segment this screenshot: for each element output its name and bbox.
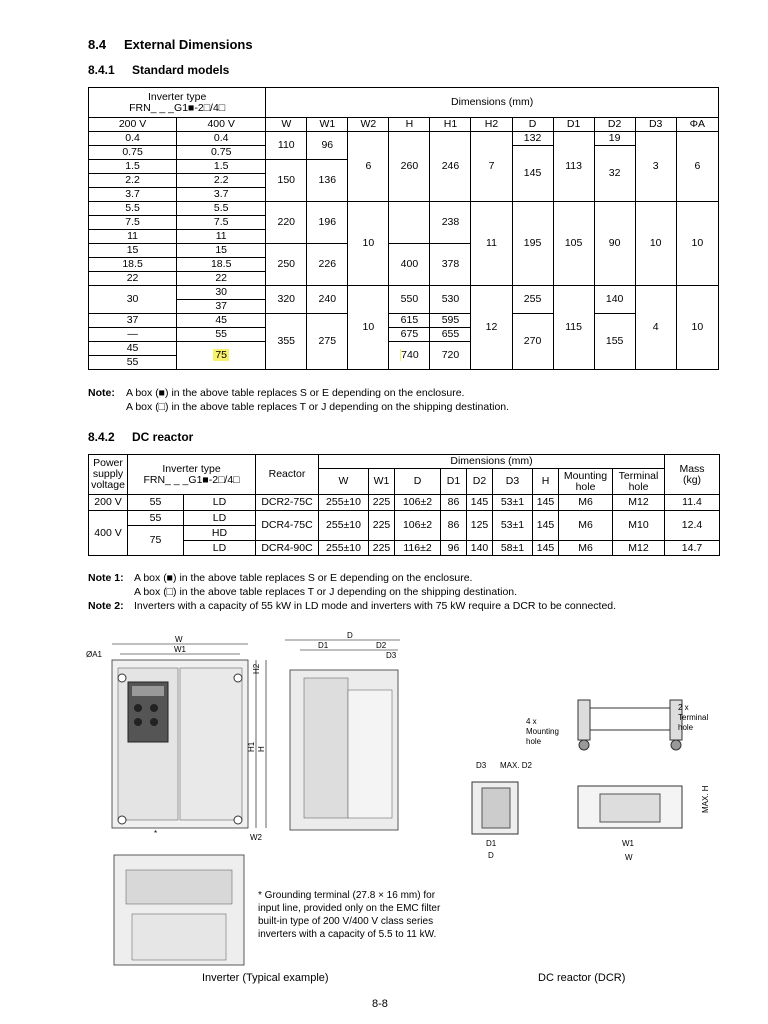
dcr-D3: D3 [476,761,487,770]
table-row: 0.4 0.4 110 96 6 260 246 7 132 113 19 3 6 [89,132,719,146]
table-row: 7.5 7.5 [89,216,719,230]
dim-D1: D1 [318,641,329,650]
dim-W2: W2 [250,833,262,842]
table-row: 2.2 2.2 [89,174,719,188]
table-row: 55 [89,356,719,370]
mounting-hole-label-1: 4 x [526,717,537,726]
dcr-D: D [488,851,494,860]
dcr-W1: W1 [622,839,634,848]
dim-D2: D2 [376,641,387,650]
table-row: — 55 675 655 [89,328,719,342]
dcr-W: W [625,853,633,862]
terminal-hole-label-1: 2 x [678,703,689,712]
column-headers: W W1 D D1 D2 D3 H Mounting hole Terminal hole [89,469,720,495]
table-row: 1.5 1.5 150 136 [89,160,719,174]
inverter-type-header: Inverter type FRN_ _ _G1■-2□/4□ [89,88,266,118]
table-row: LD DCR4-90C 255±10 225 116±2 96 140 58±1 145 M6 M12 14.7 [89,541,720,556]
dim-H2: H2 [252,663,261,674]
table-row: 45 75 740 720 [89,342,719,356]
table-row: 22 22 [89,272,719,286]
dimensions-header: Dimensions (mm) [266,88,719,118]
table-row: 37 [89,300,719,314]
dc-reactor-drawing [470,690,730,870]
table-row: 15 15 250 226 400 378 [89,244,719,258]
mounting-hole-label-2: Mounting [526,727,559,736]
mass-header: Mass (kg) [665,455,720,495]
subsection-heading-dcr: 8.4.2 DC reactor [88,430,194,444]
table-row: 0.75 0.75 145 32 [89,146,719,160]
inverter-type-header: Inverter type FRN_ _ _G1■-2□/4□ [128,455,256,495]
star-mark: * [154,829,158,838]
table-row: 75 HD [89,526,720,541]
highlighted-cell: 75 [177,342,266,370]
subsection-heading-standard: 8.4.1 Standard models [88,63,230,77]
terminal-hole-label-3: hole [678,723,694,732]
dim-W1: W1 [174,645,186,654]
table-row: 11 11 [89,230,719,244]
dcr-maxD2: MAX. D2 [500,761,533,770]
column-headers: 200 V 400 V W W1 W2 H H1 H2 D D1 D2 D3 ΦA [89,118,719,132]
dim-H1: H1 [247,741,256,752]
note-dcr: Note 1: A box (■) in the above table replaces S or E depending on the enclosure. A box (□) in the above table replaces T or J depending on the shipping destination. Note 2: Inverters with a capacity of 55 kW in LD mode and inverters with 75 kW require a DCR to be connected. [88,572,617,612]
table-row: 18.5 18.5 [89,258,719,272]
caption-inverter: Inverter (Typical example) [202,972,329,984]
dim-W: W [175,635,183,644]
dcr-D1: D1 [486,839,497,848]
table-row: 400 V 55 LD DCR4-75C 255±10 225 106±2 86 125 53±1 145 M6 M10 12.4 [89,511,720,526]
dimensions-header: Dimensions (mm) [319,455,665,469]
dim-D3: D3 [386,651,397,660]
caption-dcr: DC reactor (DCR) [538,972,626,984]
table-row: 3.7 3.7 [89,188,719,202]
dc-reactor-table [88,454,720,556]
power-supply-header: Power supply voltage [89,455,128,495]
terminal-hole-label-2: Terminal [678,713,709,722]
dcr-maxH: MAX. H [701,785,710,813]
page-number: 8-8 [372,998,388,1010]
standard-dimensions-table [88,87,719,370]
table-row: 30 30 320 240 10 550 530 12 255 115 140 4 10 [89,286,719,300]
dim-D: D [347,631,353,640]
note-standard: Note: A box (■) in the above table replaces S or E depending on the enclosure. A box (□) in the above table replaces T or J depending on the shipping destination. [88,387,510,413]
table-row: 37 45 355 275 615 595 270 155 [89,314,719,328]
section-heading: 8.4 External Dimensions [88,37,253,52]
table-row: 5.5 5.5 220 196 10 238 11 195 105 90 10 10 [89,202,719,216]
reactor-header: Reactor [256,455,319,495]
dim-H: H [257,746,266,752]
dim-A1: ØA1 [86,650,103,659]
table-row: 200 V 55 LD DCR2-75C 255±10 225 106±2 86 145 53±1 145 M6 M12 11.4 [89,495,720,511]
grounding-terminal-note: * Grounding terminal (27.8 × 16 mm) for input line, provided only on the EMC filter built-in type of 200 V/400 V class series inverters with a capacity of 5.5 to 11 kW. [258,890,441,940]
mounting-hole-label-3: hole [526,737,542,746]
